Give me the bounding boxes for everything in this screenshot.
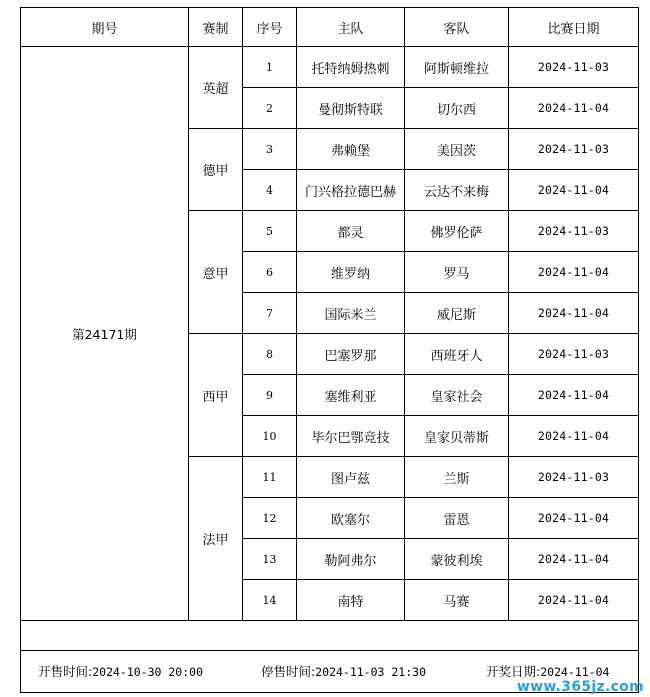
sale-start-time: 2024-10-30 20:00 [92, 665, 203, 679]
away-team: 罗马 [405, 252, 509, 293]
match-date: 2024-11-03 [509, 129, 639, 170]
home-team: 毕尔巴鄂竞技 [297, 416, 405, 457]
match-date: 2024-11-04 [509, 580, 639, 621]
draw-date [486, 662, 609, 680]
header-issue: 期号 [21, 8, 189, 47]
site-watermark: www.365jz.com [516, 679, 644, 695]
away-team: 皇家贝蒂斯 [405, 416, 509, 457]
match-seq: 12 [243, 498, 297, 539]
match-date: 2024-11-04 [509, 88, 639, 129]
league-ligue-1: 法甲 [189, 457, 243, 621]
sale-start-label: 开售时间: [38, 664, 93, 679]
match-seq: 7 [243, 293, 297, 334]
header-row [21, 8, 639, 47]
match-table [20, 7, 639, 621]
match-seq: 10 [243, 416, 297, 457]
league-epl: 英超 [189, 47, 243, 129]
header-home: 主队 [297, 8, 405, 47]
spacer-row [20, 620, 639, 651]
match-date: 2024-11-04 [509, 539, 639, 580]
away-team: 兰斯 [405, 457, 509, 498]
away-team: 云达不来梅 [405, 170, 509, 211]
match-seq: 8 [243, 334, 297, 375]
league-la-liga: 西甲 [189, 334, 243, 457]
away-team: 蒙彼利埃 [405, 539, 509, 580]
header-seq: 序号 [243, 8, 297, 47]
match-seq: 2 [243, 88, 297, 129]
league-bundesliga: 德甲 [189, 129, 243, 211]
home-team: 都灵 [297, 211, 405, 252]
away-team: 马赛 [405, 580, 509, 621]
header-date: 比赛日期 [509, 8, 639, 47]
away-team: 皇家社会 [405, 375, 509, 416]
match-seq: 13 [243, 539, 297, 580]
sale-start [38, 662, 203, 680]
header-away: 客队 [405, 8, 509, 47]
match-date: 2024-11-04 [509, 252, 639, 293]
sale-stop-time: 2024-11-03 21:30 [315, 665, 426, 679]
home-team: 勒阿弗尔 [297, 539, 405, 580]
match-seq: 11 [243, 457, 297, 498]
match-seq: 3 [243, 129, 297, 170]
match-date: 2024-11-03 [509, 334, 639, 375]
away-team: 西班牙人 [405, 334, 509, 375]
match-seq: 9 [243, 375, 297, 416]
match-date: 2024-11-04 [509, 170, 639, 211]
league-serie-a: 意甲 [189, 211, 243, 334]
home-team: 图卢兹 [297, 457, 405, 498]
home-team: 巴塞罗那 [297, 334, 405, 375]
match-date: 2024-11-03 [509, 211, 639, 252]
match-date: 2024-11-03 [509, 47, 639, 88]
home-team: 国际米兰 [297, 293, 405, 334]
home-team: 曼彻斯特联 [297, 88, 405, 129]
match-seq: 1 [243, 47, 297, 88]
match-date: 2024-11-04 [509, 375, 639, 416]
home-team: 维罗纳 [297, 252, 405, 293]
sale-stop [261, 662, 426, 680]
home-team: 南特 [297, 580, 405, 621]
home-team: 塞维利亚 [297, 375, 405, 416]
match-seq: 6 [243, 252, 297, 293]
match-seq: 14 [243, 580, 297, 621]
home-team: 弗赖堡 [297, 129, 405, 170]
issue-number: 第24171期 [21, 47, 189, 621]
match-seq: 5 [243, 211, 297, 252]
away-team: 雷恩 [405, 498, 509, 539]
match-date: 2024-11-04 [509, 416, 639, 457]
draw-date-label: 开奖日期: [486, 664, 541, 679]
sale-stop-label: 停售时间: [261, 664, 316, 679]
away-team: 切尔西 [405, 88, 509, 129]
away-team: 佛罗伦萨 [405, 211, 509, 252]
lottery-schedule-sheet [20, 7, 638, 692]
match-date: 2024-11-04 [509, 498, 639, 539]
match-date: 2024-11-04 [509, 293, 639, 334]
away-team: 威尼斯 [405, 293, 509, 334]
table-row [21, 47, 639, 88]
home-team: 门兴格拉德巴赫 [297, 170, 405, 211]
home-team: 托特纳姆热刺 [297, 47, 405, 88]
draw-date-value: 2024-11-04 [540, 665, 610, 679]
away-team: 阿斯顿维拉 [405, 47, 509, 88]
header-league: 赛制 [189, 8, 243, 47]
match-seq: 4 [243, 170, 297, 211]
home-team: 欧塞尔 [297, 498, 405, 539]
match-date: 2024-11-03 [509, 457, 639, 498]
away-team: 美因茨 [405, 129, 509, 170]
